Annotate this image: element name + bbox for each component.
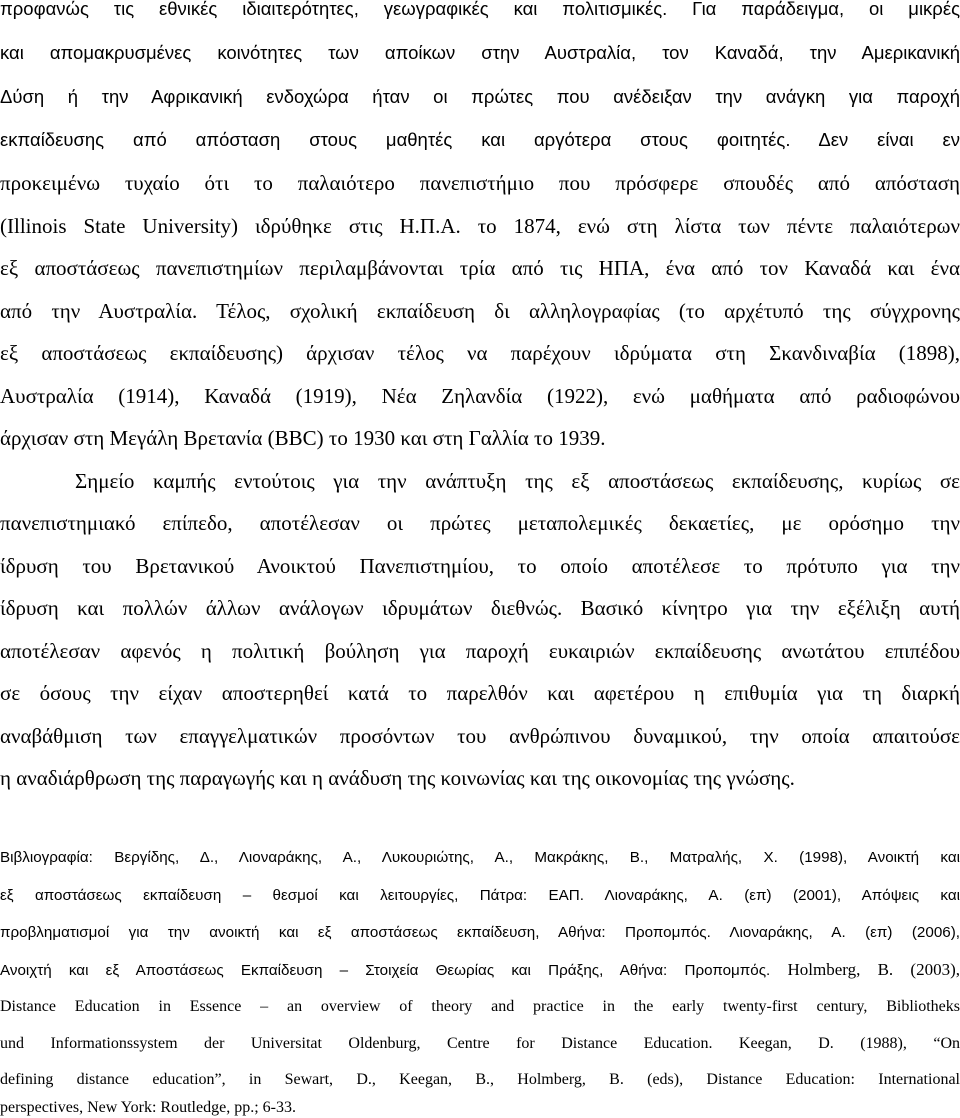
paragraph-1-line-4: εκπαίδευσης από απόσταση στους μαθητές και αργότερα στους φοιτητές. Δεν είναι εν	[0, 129, 960, 150]
bibliography-line-4-greek: Ανοιχτή και εξ Αποστάσεως Εκπαίδευση – Στοιχεία Θεωρίας και Πράξης, Αθήνα: Προπομπός.	[0, 962, 771, 979]
paragraph-1-line-2: και απομακρυσμένες κοινότητες των αποίκων στην Αυστραλία, τον Καναδά, την Αμερικανική	[0, 42, 960, 63]
paragraph-2-line-7: αναβάθμιση των επαγγελματικών προσόντων του ανθρώπινου δυναμικού, την οποία απαιτούσε	[0, 724, 960, 748]
paragraph-1-line-7: εξ αποστάσεως πανεπιστημίων περιλαμβάνονται τρία από τις ΗΠΑ, ένα από τον Καναδά και ένα	[0, 256, 960, 280]
bibliography-line-4-latin: Holmberg, B. (2003),	[770, 960, 960, 979]
paragraph-2-line-6: σε όσους την είχαν αποστερηθεί κατά το παρελθόν και αφετέρου η επιθυμία για τη διαρκή	[0, 681, 960, 705]
paragraph-1-line-10: Αυστραλία (1914), Καναδά (1919), Νέα Ζηλανδία (1922), ενώ μαθήματα από ραδιοφώνου	[0, 384, 960, 408]
paragraph-2-line-8: η αναδιάρθρωση της παραγωγής και η ανάδυση της κοινωνίας και της οικονομίας της γνώσης.	[0, 766, 795, 790]
bibliography-line-5: Distance Education in Essence – an overview of theory and practice in the early twenty-first century, Bibliotheks	[0, 998, 960, 1015]
paragraph-2-line-2: πανεπιστημιακό επίπεδο, αποτέλεσαν οι πρώτες μεταπολεμικές δεκαετίες, με ορόσημο την	[0, 511, 960, 535]
paragraph-2-line-3: ίδρυση του Βρετανικού Ανοικτού Πανεπιστημίου, το οποίο αποτέλεσε το πρότυπο για την	[0, 554, 960, 578]
paragraph-1-line-3: Δύση ή την Αφρικανική ενδοχώρα ήταν οι πρώτες που ανέδειξαν την ανάγκη για παροχή	[0, 86, 960, 107]
paragraph-1-line-9: εξ αποστάσεως εκπαίδευσης) άρχισαν τέλος να παρέχουν ιδρύματα στη Σκανδιναβία (1898),	[0, 341, 960, 365]
paragraph-2-line-4: ίδρυση και πολλών άλλων ανάλογων ιδρυμάτων διεθνώς. Βασικό κίνητρο για την εξέλιξη αυτή	[0, 596, 960, 620]
bibliography-line-2: εξ αποστάσεως εκπαίδευση – θεσμοί και λειτουργίες, Πάτρα: ΕΑΠ. Λιοναράκης, Α. (επ) (2001), Απόψεις και	[0, 887, 960, 904]
bibliography-line-3: προβληματισμοί για την ανοικτή και εξ αποστάσεως εκπαίδευση, Αθήνα: Προπομπός. Λιοναράκης, Α. (επ) (2006),	[0, 924, 960, 941]
bibliography-line-6: und Informationssystem der Universitat Oldenburg, Centre for Distance Education. Keegan, D. (1988), “On	[0, 1035, 960, 1052]
paragraph-2-line-5: αποτέλεσαν αφενός η πολιτική βούληση για παροχή ευκαιριών εκπαίδευσης ανωτάτου επιπέδου	[0, 639, 960, 663]
paragraph-1-line-6: (Illinois State University) ιδρύθηκε στις Η.Π.Α. το 1874, ενώ στη λίστα των πέντε παλαιότερων	[0, 214, 960, 238]
paragraph-1-line-5: προκειμένω τυχαίο ότι το παλαιότερο πανεπιστήμιο που πρόσφερε σπουδές από απόσταση	[0, 171, 960, 195]
bibliography-line-8: perspectives, New York: Routledge, pp.; 6-33.	[0, 1099, 296, 1116]
paragraph-1-line-11: άρχισαν στη Μεγάλη Βρετανία (BBC) το 1930 και στη Γαλλία το 1939.	[0, 426, 606, 450]
paragraph-1-line-1: προφανώς τις εθνικές ιδιαιτερότητες, γεωγραφικές και πολιτισμικές. Για παράδειγμα, οι μικρές	[0, 0, 960, 19]
bibliography-line-4	[0, 960, 960, 981]
paragraph-2-line-1: Σημείο καμπής εντούτοις για την ανάπτυξη της εξ αποστάσεως εκπαίδευσης, κυρίως σε	[75, 469, 960, 493]
bibliography-line-1: Βιβλιογραφία: Βεργίδης, Δ., Λιοναράκης, Α., Λυκουριώτης, Α., Μακράκης, Β., Ματραλής, Χ. (1998), Ανοικτή και	[0, 849, 960, 866]
bibliography-line-7: defining distance education”, in Sewart, D., Keegan, B., Holmberg, B. (eds), Distance Education: International	[0, 1071, 960, 1088]
paragraph-1-line-8: από την Αυστραλία. Τέλος, σχολική εκπαίδευση δι αλληλογραφίας (το αρχέτυπό της σύγχρονης	[0, 299, 960, 323]
